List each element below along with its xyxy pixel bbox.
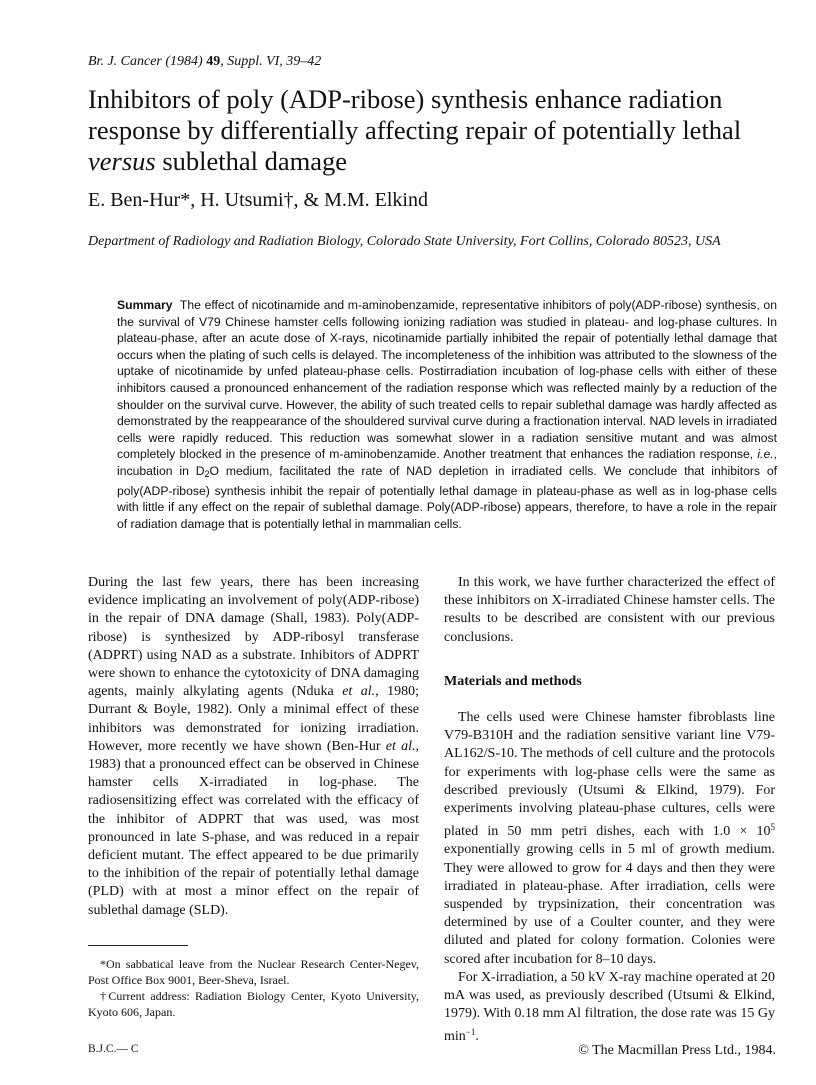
footnotes: [88, 956, 419, 1020]
body-column-left: [88, 574, 419, 920]
page-code: B.J.C.— C: [88, 1043, 139, 1055]
journal-name: Br. J. Cancer (1984): [88, 54, 203, 69]
section-heading-methods: Materials and methods: [444, 673, 582, 689]
journal-pages: , Suppl. VI, 39–42: [220, 54, 322, 69]
footnote-divider: [88, 945, 188, 946]
summary-label: Summary: [117, 298, 173, 312]
aims-paragraph: In this work, we have further characterized the effect of these inhibitors on X-irradiated Chinese hamster cells. The results to be described are consistent with our previous conclusions.: [444, 575, 775, 645]
body-column-right: [444, 574, 775, 1047]
footnote-current-address: †Current address: Radiation Biology Center, Kyoto University, Kyoto 606, Japan.: [88, 989, 419, 1019]
article-title: Inhibitors of poly (ADP-ribose) synthesis enhance radiation response by differentially affecting repair of potentially lethal versus sublethal damage: [88, 84, 742, 176]
methods-paragraph-irradiation: For X-irradiation, a 50 kV X-ray machine operated at 20 mA was used, as previously described (Utsumi & Elkind, 1979). With 0.18 mm Al filtration, the dose rate was 15 Gy $\min^{-1}$.: [444, 969, 775, 1045]
intro-paragraph: During the last few years, there has been increasing evidence implicating an involvement of poly(ADP-ribose) in the repair of DNA damage (Shall, 1983). Poly(ADP-ribose) is synthesized by ADP-ribosyl transferase (ADPRT) using NAD as a substrate. Inhibitors of ADPRT were shown to enhance the cytotoxicity of DNA damaging agents, mainly alkylating agents (Nduka et al., 1980; Durrant & Boyle, 1982). Only a minimal effect of these inhibitors was demonstrated for ionizing irradiation. However, more recently we have shown (Ben-Hur et al., 1983) that a pronounced effect can be observed in Chinese hamster cells X-irradiated in log-phase. The radiosensitizing effect was correlated with the efficacy of the inhibitor of ADPRT that was used, was most pronounced in late S-phase, and was reduced in a repair deficient mutant. The effect appeared to be due primarily to the inhibition of the repair of potentially lethal damage (PLD) with at most a minor effect on the repair of sublethal damage (SLD).: [88, 575, 420, 918]
copyright-notice: © The Macmillan Press Ltd., 1984.: [578, 1043, 776, 1058]
journal-citation: [88, 54, 321, 70]
footnote-sabbatical: *On sabbatical leave from the Nuclear Research Center-Negev, Post Office Box 9001, Beer-Sheva, Israel.: [88, 957, 419, 987]
methods-paragraph-cells: The cells used were Chinese hamster fibroblasts line V79-B310H and the radiation sensitive variant line V79-AL162/S-10. The methods of cell culture and the protocols for experiments with log-phase cells were the same as described previously (Utsumi & Elkind, 1979). For experiments involving plateau-phase cultures, cells were plated in 50 mm petri dishes, each with $1.0 \times 10^5$ exponentially growing cells in 5 ml of growth medium. They were allowed to grow for 4 days and then they were irradiated in plateau-phase. After irradiation, cells were suspended by trypsinization, their concentration was determined by use of a Coulter counter, and they were diluted and plated for colony formation. Colonies were scored after incubation for 8–10 days.: [444, 710, 775, 967]
author-list: E. Ben-Hur*, H. Utsumi†, & M.M. Elkind: [88, 189, 428, 211]
journal-volume: 49: [206, 54, 221, 69]
abstract-summary: Summary The effect of nicotinamide and m-aminobenzamide, representative inhibitors of poly(ADP-ribose) synthesis, on the survival of V79 Chinese hamster cells following ionizing radiation was studied in plateau- and log-phase cultures. In plateau-phase, after an acute dose of X-rays, nicotinamide partially inhibited the repair of potentially lethal damage that occurs when the plating of such cells is delayed. The incompleteness of the inhibition was attributed to the slowness of the uptake of nicotinamide by unfed plateau-phase cells. Postirradiation incubation of log-phase cells with either of these inhibitors caused a pronounced enhancement of the radiation response which was reflected mainly by a reduction of the shoulder on the survival curve. However, the ability of such treated cells to repair sublethal damage was hardly affected as demonstrated by the reappearance of the shouldered survival curve during a fractionation interval. NAD levels in irradiated cells were rapidly reduced. This reduction was somewhat slower in a radiation sensitive mutant and was almost completely blocked in the presence of m-aminobenzamide. Another treatment that enhances the radiation response, i.e., incubation in $D_2O$ medium, facilitated the rate of NAD depletion in irradiated cells. We conclude that inhibitors of poly(ADP-ribose) synthesis inhibit the repair of potentially lethal damage in plateau-phase as well as in log-phase cells with little if any effect on the repair of sublethal damage. Poly(ADP-ribose) appears, therefore, to have a role in the repair of radiation damage that is potentially lethal in mammalian cells.: [117, 298, 777, 531]
affiliation: Department of Radiology and Radiation Biology, Colorado State University, Fort Collins, Colorado 80523, USA: [88, 234, 721, 249]
